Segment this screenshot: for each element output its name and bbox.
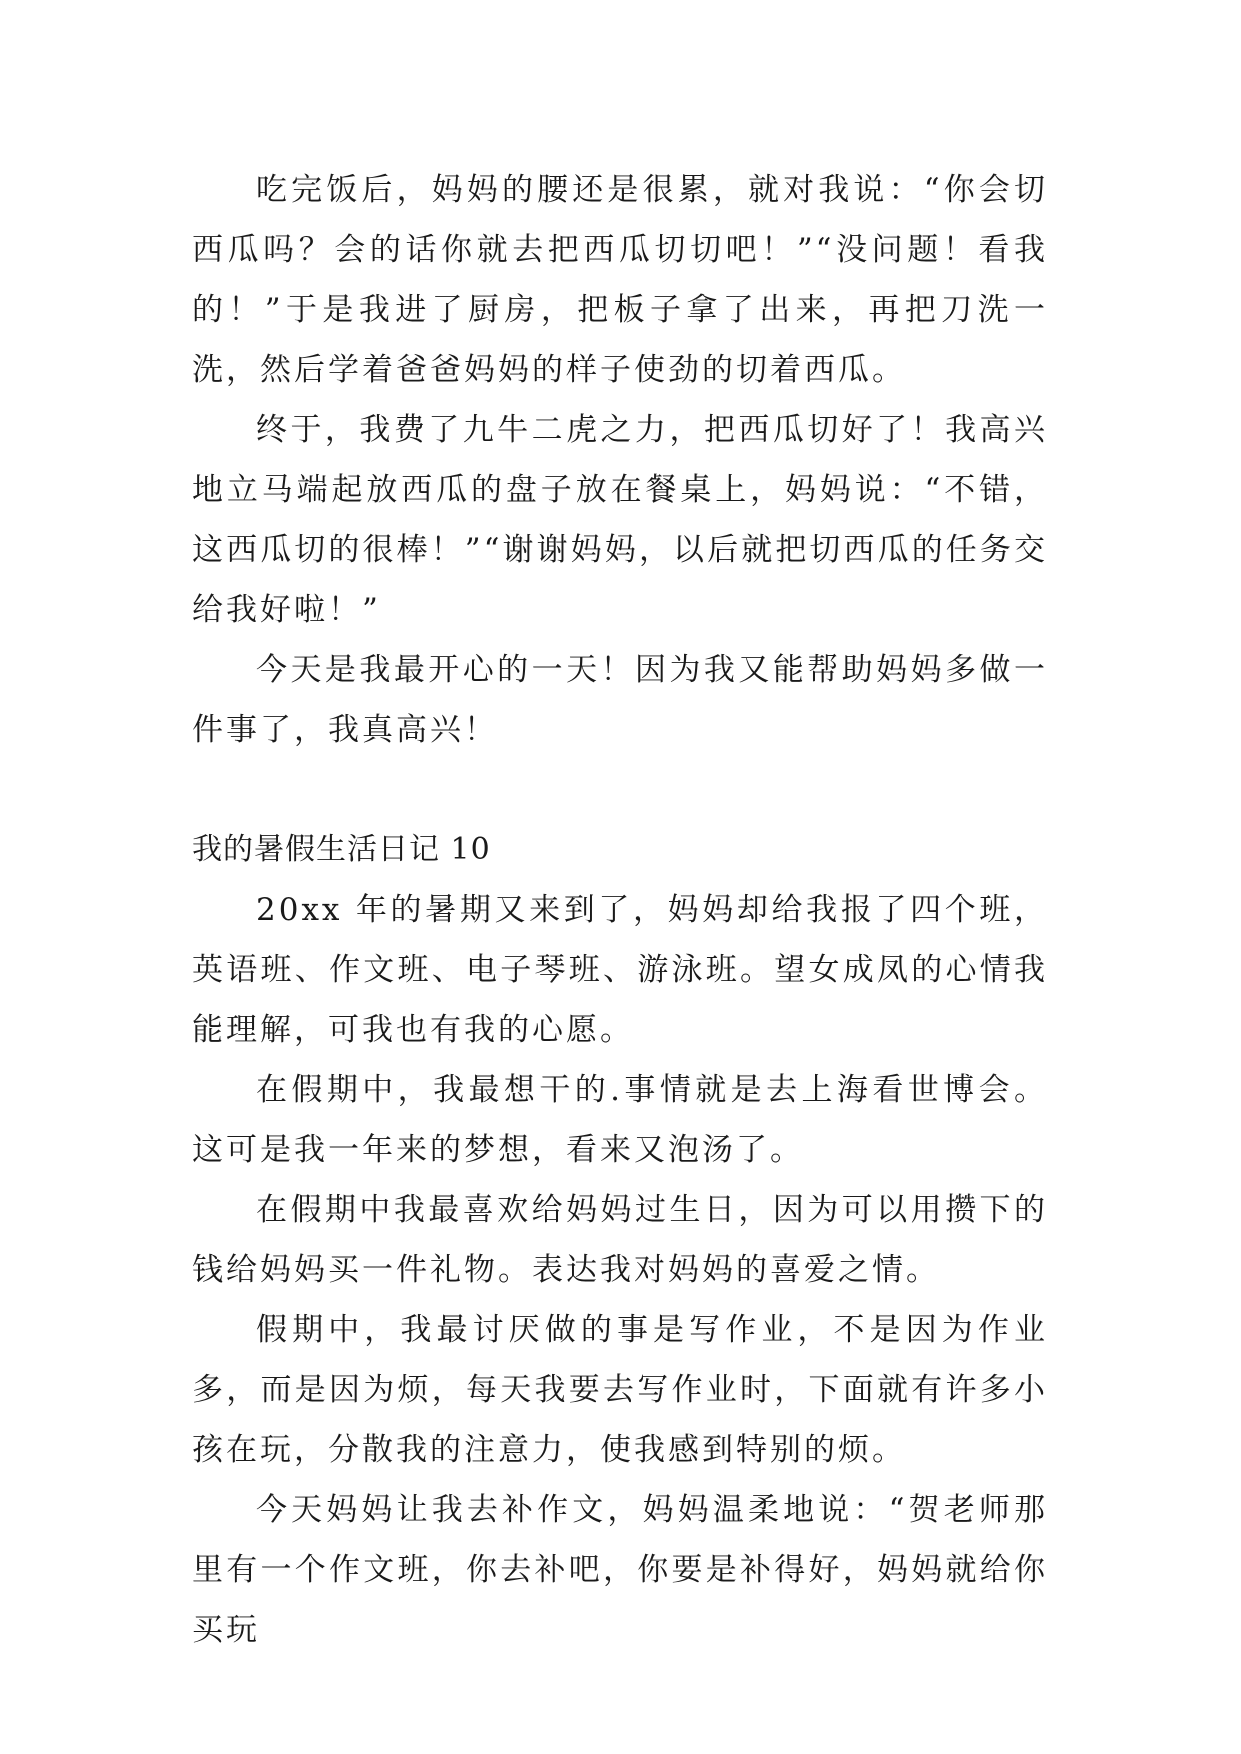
paragraph-happiest-day: 今天是我最开心的一天！因为我又能帮助妈妈多做一件事了，我真高兴！ [192,652,1048,748]
document-body [192,160,1048,1660]
paragraph-summer-classes: 20xx 年的暑期又来到了，妈妈却给我报了四个班，英语班、作文班、电子琴班、游泳班。望女成凤的心情我能理解，可我也有我的心愿。 [192,892,1048,1048]
paragraph-mother-birthday: 在假期中我最喜欢给妈妈过生日，因为可以用攒下的钱给妈妈买一件礼物。表达我对妈妈的喜爱之情。 [192,1192,1048,1288]
paragraph-writing-class: 今天妈妈让我去补作文，妈妈温柔地说：“贺老师那里有一个作文班，你去补吧，你要是补得好，妈妈就给你买玩 [192,1492,1048,1648]
paragraph-watermelon-done: 终于，我费了九牛二虎之力，把西瓜切好了！我高兴地立马端起放西瓜的盘子放在餐桌上，妈妈说：“不错，这西瓜切的很棒！”“谢谢妈妈，以后就把切西瓜的任务交给我好啦！” [192,412,1048,628]
paragraph-homework: 假期中，我最讨厌做的事是写作业，不是因为作业多，而是因为烦，每天我要去写作业时，下面就有许多小孩在玩，分散我的注意力，使我感到特别的烦。 [192,1312,1048,1468]
section-title: 我的暑假生活日记 10 [192,832,491,867]
paragraph-watermelon-request: 吃完饭后，妈妈的腰还是很累，就对我说：“你会切西瓜吗？会的话你就去把西瓜切切吧！”“没问题！看我的！”于是我进了厨房，把板子拿了出来，再把刀洗一洗，然后学着爸爸妈妈的样子使劲的切着西瓜。 [192,172,1048,388]
paragraph-expo-wish: 在假期中，我最想干的.事情就是去上海看世博会。这可是我一年来的梦想，看来又泡汤了。 [192,1072,1048,1168]
